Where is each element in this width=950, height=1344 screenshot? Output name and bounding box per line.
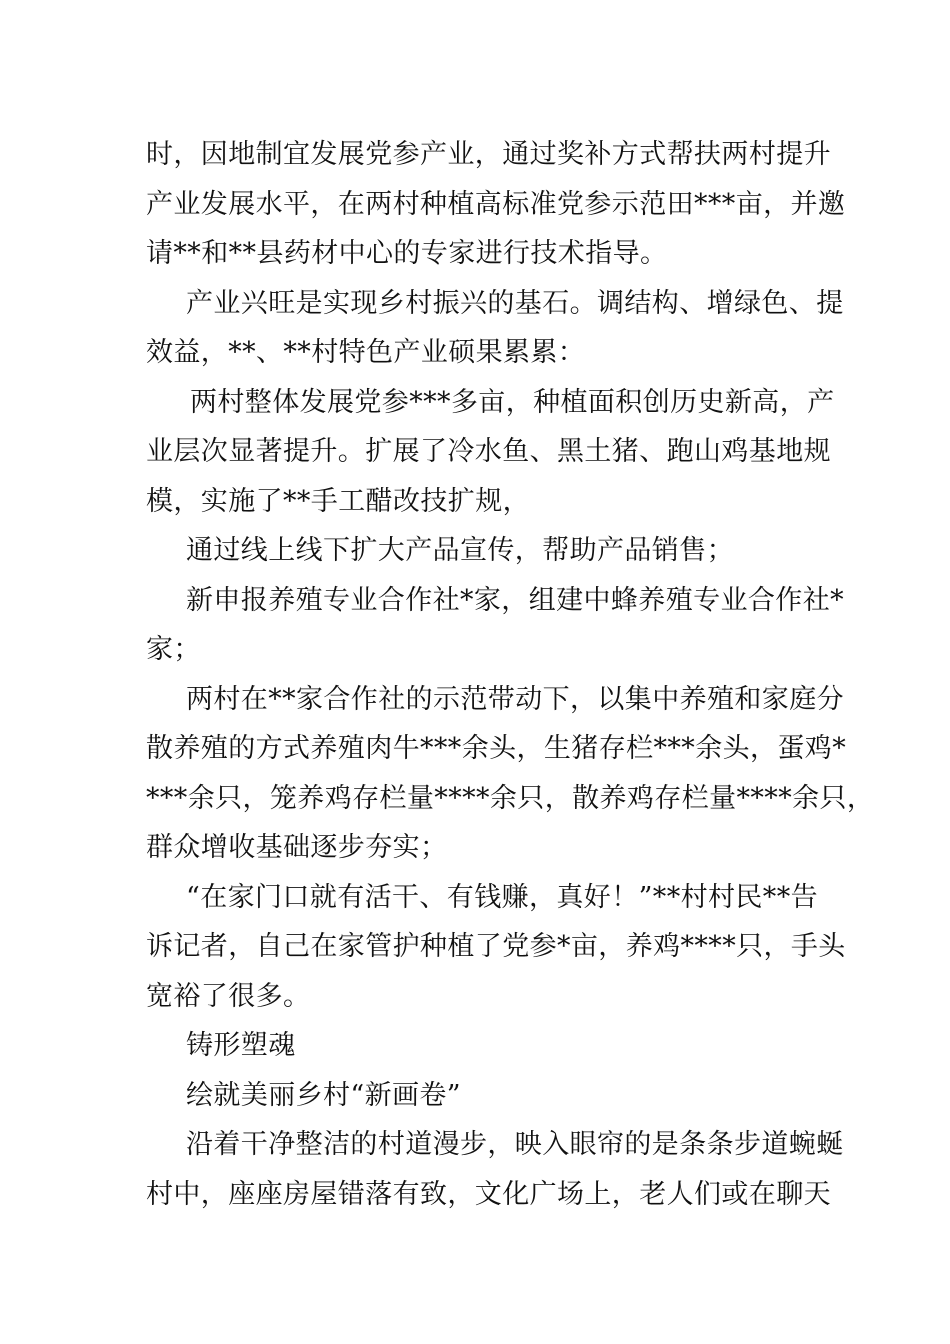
text-line: 请**和**县药材中心的专家进行技术指导。 <box>146 238 668 269</box>
section-heading: 铸形塑魂 <box>186 1030 296 1061</box>
text-line: 产业发展水平，在两村种植高标准党参示范田***亩，并邀 <box>146 188 846 220</box>
text-line: ***余只，笼养鸡存栏量****余只，散养鸡存栏量****余只， <box>146 782 875 814</box>
text-line: 新申报养殖专业合作社*家，组建中蜂养殖专业合作社* <box>186 584 844 616</box>
text-line: 业层次显著提升。扩展了冷水鱼、黑土猪、跑山鸡基地规 <box>146 436 831 467</box>
text-line: 宽裕了很多。 <box>146 980 311 1012</box>
text-line: 群众增收基础逐步夯实； <box>146 832 448 863</box>
text-line: 模，实施了**手工醋改技扩规， <box>146 485 530 517</box>
text-line: 家； <box>146 634 201 665</box>
text-line: 诉记者，自己在家管护种植了党参*亩，养鸡****只，手头 <box>146 931 846 962</box>
text-line: 通过线上线下扩大产品宣传，帮助产品销售； <box>186 535 734 566</box>
section-subheading: 绘就美丽乡村“新画卷” <box>186 1079 462 1111</box>
text-line: 沿着干净整洁的村道漫步，映入眼帘的是条条步道蜿蜒 <box>186 1129 844 1160</box>
text-line: 两村在**家合作社的示范带动下，以集中养殖和家庭分 <box>186 683 844 715</box>
text-line: 产业兴旺是实现乡村振兴的基石。调结构、增绿色、提 <box>186 287 844 319</box>
text-line: 两村整体发展党参***多亩，种植面积创历史新高，产 <box>190 386 835 418</box>
text-line: 村中，座座房屋错落有致，文化广场上，老人们或在聊天 <box>146 1178 831 1210</box>
text-line: 效益，**、**村特色产业硕果累累： <box>146 337 586 368</box>
text-line: 散养殖的方式养殖肉牛***余头，生猪存栏***余头，蛋鸡* <box>146 733 847 764</box>
document-body <box>146 130 875 1219</box>
text-line: 时，因地制宜发展党参产业，通过奖补方式帮扶两村提升 <box>146 139 831 170</box>
text-line: “在家门口就有活干、有钱赚，真好！”**村村民**告 <box>186 881 819 913</box>
